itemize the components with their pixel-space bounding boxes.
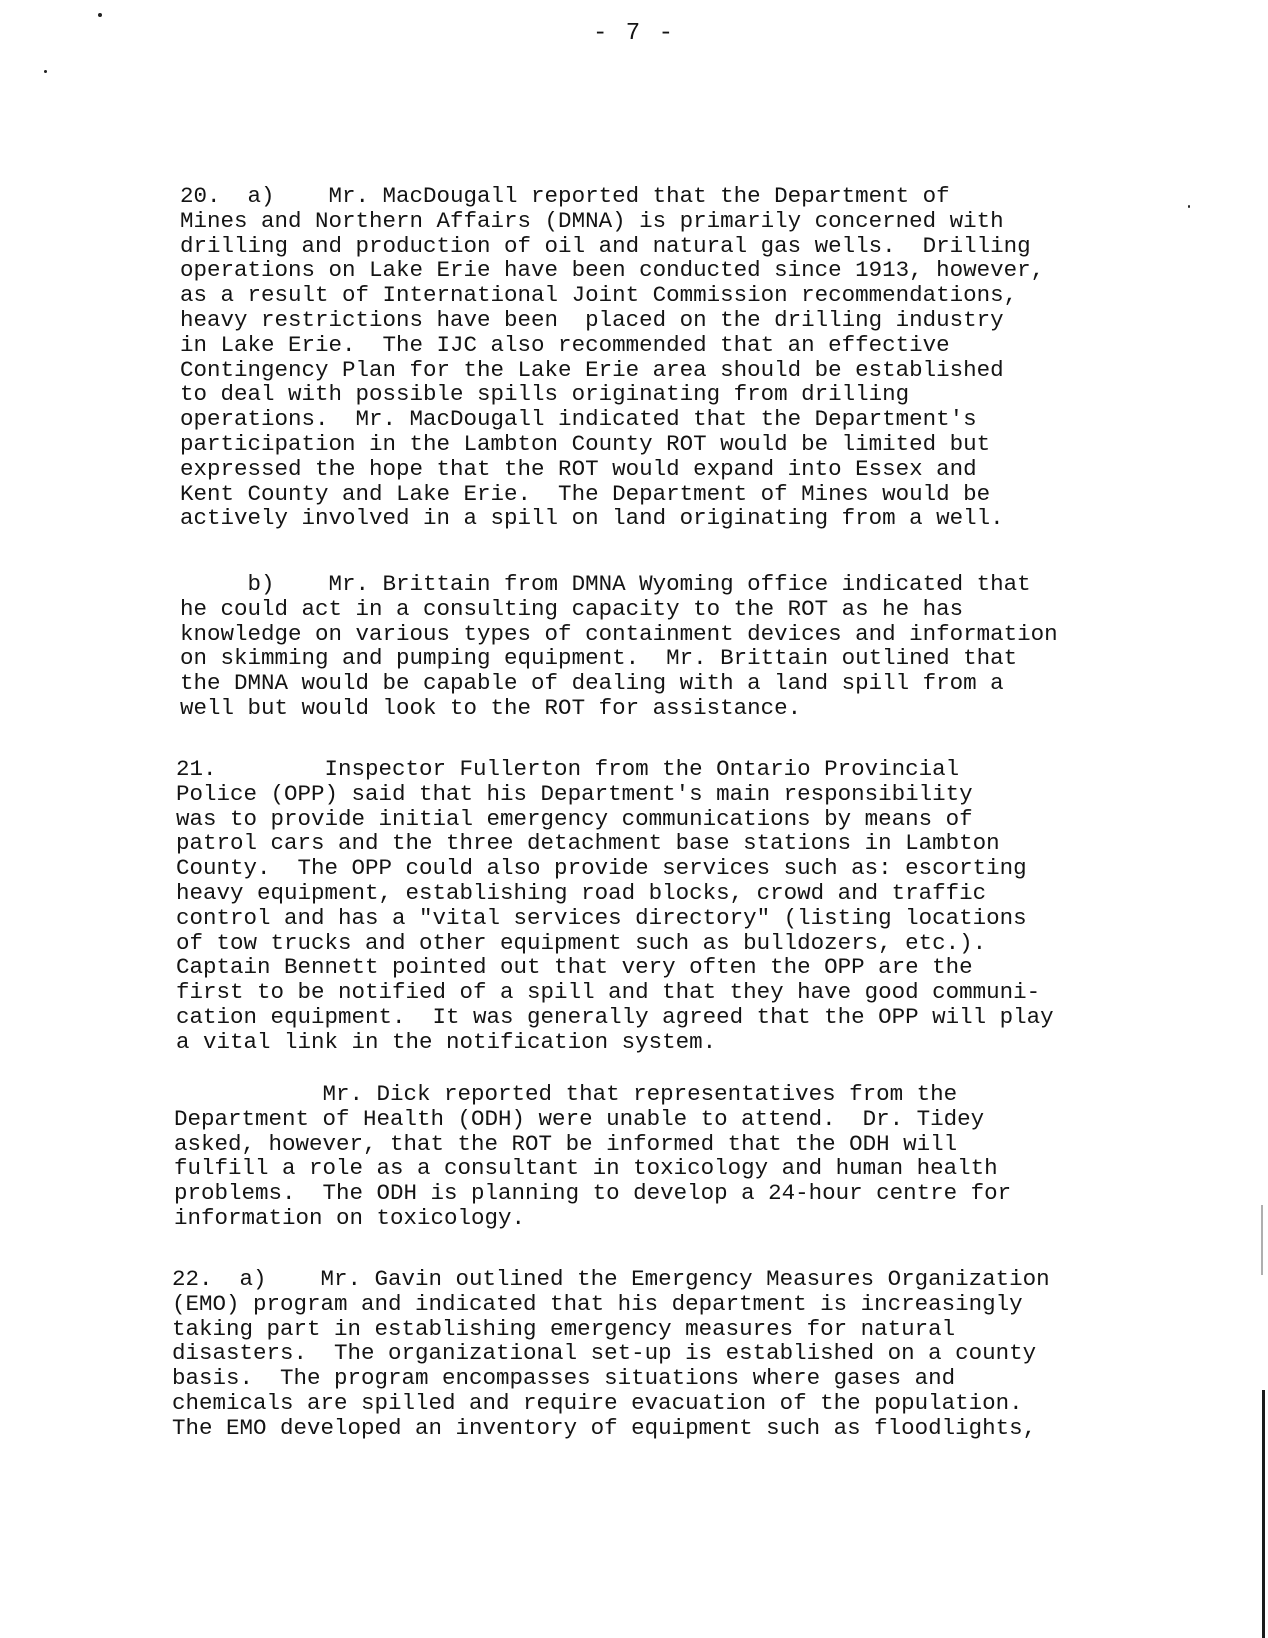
page-number: - 7 -: [592, 20, 675, 47]
scan-edge-line: [1262, 1390, 1265, 1638]
scan-edge-line: [1261, 1205, 1263, 1275]
paragraph-21: 21. Inspector Fullerton from the Ontario Provincial Police (OPP) said that his Department's main responsibility was to provide initial emergency communications by means of patrol cars and the three detachment base stations in Lambton County. The OPP could also provide services such as: escorting heavy equipment, establishing road blocks, crowd and traffic control and has a "vital services directory" (listing locations of tow trucks and other equipment such as bulldozers, etc.). Captain Bennett pointed out that very often the OPP are the first to be notified of a spill and that they have good communi- cation equipment. It was generally agreed that the OPP will play a vital link in the notification system.: [176, 756, 1054, 1055]
paragraph-health-dept: Mr. Dick reported that representatives from the Department of Health (ODH) were unable to attend. Dr. Tidey asked, however, that the ROT be informed that the ODH will fulfill a role as a consultant in toxicology and human health problems. The ODH is planning to develop a 24-hour centre for information on toxicology.: [174, 1081, 1012, 1231]
paragraph-22a: 22. a) Mr. Gavin outlined the Emergency Measures Organization (EMO) program and indicated that his department is increasingly taking part in establishing emergency measures for natural disasters. The organizational set-up is established on a county basis. The program encompasses situations where gases and chemicals are spilled and require evacuation of the population. The EMO developed an inventory of equipment such as floodlights,: [172, 1266, 1050, 1441]
scan-speck: [44, 70, 47, 73]
scan-speck: [1188, 205, 1190, 208]
paragraph-20a: 20. a) Mr. MacDougall reported that the Department of Mines and Northern Affairs (DMNA) is primarily concerned with drilling and production of oil and natural gas wells. Drilling operations on Lake Erie have been conducted since 1913, however, as a result of International Joint Commission recommendations, heavy restrictions have been placed on the drilling industry in Lake Erie. The IJC also recommended that an effective Contingency Plan for the Lake Erie area should be established to deal with possible spills originating from drilling operations. Mr. MacDougall indicated that the Department's participation in the Lambton County ROT would be limited but expressed the hope that the ROT would expand into Essex and Kent County and Lake Erie. The Department of Mines would be actively involved in a spill on land originating from a well.: [180, 183, 1045, 532]
paragraph-20b: b) Mr. Brittain from DMNA Wyoming office indicated that he could act in a consulting capacity to the ROT as he has knowledge on various types of containment devices and information on skimming and pumping equipment. Mr. Brittain outlined that the DMNA would be capable of dealing with a land spill from a well but would look to the ROT for assistance.: [180, 571, 1058, 721]
scan-speck: [98, 13, 102, 17]
